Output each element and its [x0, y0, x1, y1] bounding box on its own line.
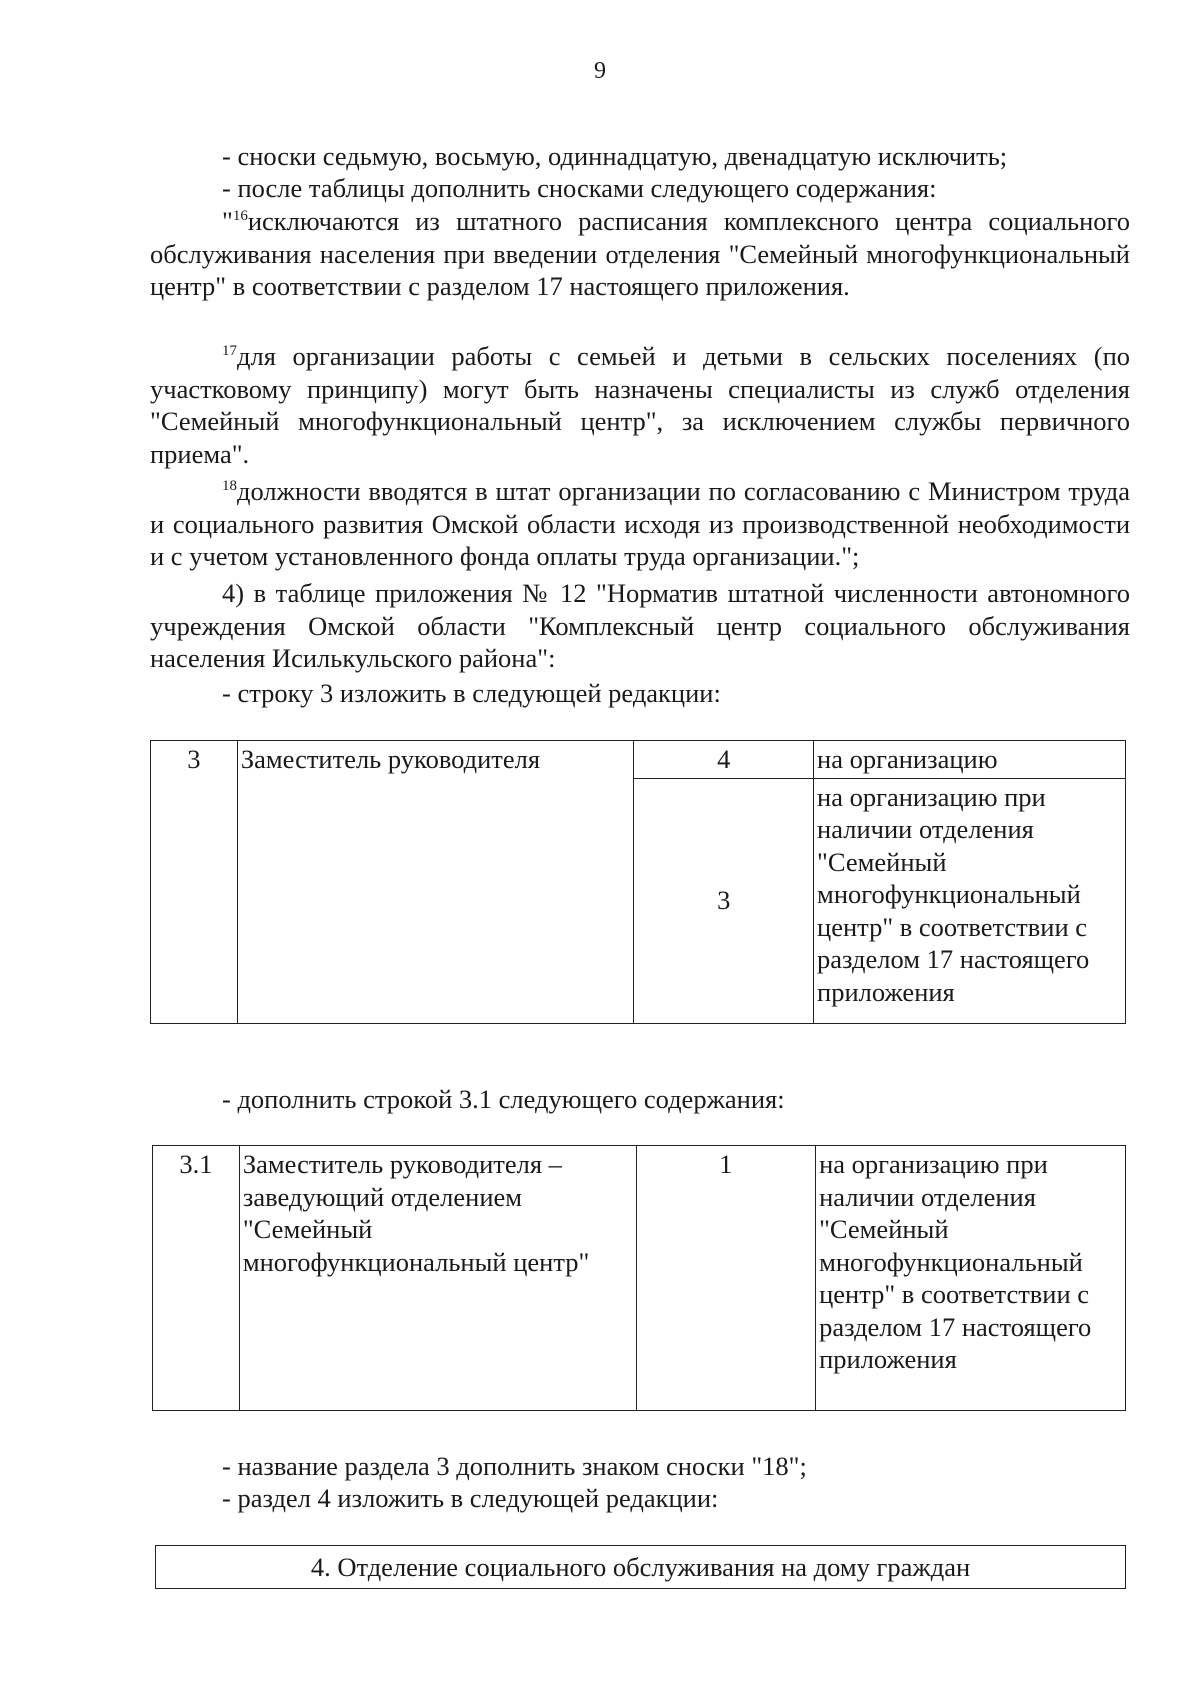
count-cell: 3	[634, 778, 814, 1023]
page-number: 9	[594, 58, 606, 84]
footnote-18-paragraph	[150, 475, 1130, 573]
count-cell: 4	[634, 741, 814, 779]
footnote-18-text: должности вводятся в штат организации по согласованию с Министром труда и социального развития Омской области исходя из производственной необходимости и с учетом установленного фонда оплаты труда организации.";	[150, 476, 1130, 571]
paragraph-remove-footnotes: - сноски седьмую, восьмую, одиннадцатую, двенадцатую исключить;	[222, 141, 1008, 171]
quote-mark: "	[222, 206, 233, 236]
footnote-16-paragraph	[150, 205, 1130, 303]
paragraph-section-4-edit: - раздел 4 изложить в следующей редакции:	[222, 1483, 719, 1513]
row-number-cell: 3.1	[153, 1146, 240, 1411]
table-row	[151, 741, 1126, 779]
count-cell: 1	[636, 1146, 816, 1411]
table-row-3	[150, 740, 1126, 1024]
footnote-17-text: для организации работы с семьей и детьми в сельских поселениях (по участковому принципу) могут быть назначены специалисты из служб отделения "Семейный многофункциональный центр", за исключением службы первичного приема".	[150, 341, 1130, 469]
row-number-cell: 3	[151, 741, 238, 1024]
section-4-title: 4. Отделение социального обслуживания на дому граждан	[155, 1545, 1126, 1589]
position-cell: Заместитель руководителя	[237, 741, 634, 1024]
footnote-17-mark: 17	[222, 343, 237, 360]
basis-cell: на организацию при наличии отделения "Семейный многофункциональный центр" в соответствии с разделом 17 настоящего приложения	[814, 778, 1126, 1023]
table-row-3-1	[152, 1145, 1126, 1411]
paragraph-appendix-12: 4) в таблице приложения № 12 "Норматив штатной численности автономного учреждения Омской области "Комплексный центр социального обслуживания населения Исилькульского района":	[150, 578, 1130, 673]
table-row	[153, 1146, 1126, 1411]
position-cell: Заместитель руководителя – заведующий отделением "Семейный многофункциональный центр"	[239, 1146, 636, 1411]
footnote-18-mark: 18	[222, 478, 237, 495]
footnote-16-text: исключаются из штатного расписания комплексного центра социального обслуживания населения при введении отделения "Семейный многофункциональный центр" в соответствии с разделом 17 настоящего приложения.	[150, 206, 1130, 301]
footnote-16-mark: 16	[232, 208, 248, 225]
paragraph-section-3-footnote: - название раздела 3 дополнить знаком сноски "18";	[222, 1451, 807, 1481]
basis-cell: на организацию при наличии отделения "Семейный многофункциональный центр" в соответствии с разделом 17 настоящего приложения	[816, 1146, 1126, 1411]
paragraph-add-row-3-1: - дополнить строкой 3.1 следующего содержания:	[222, 1084, 785, 1114]
paragraph-row-3-edit: - строку 3 изложить в следующей редакции:	[222, 678, 721, 708]
paragraph-add-footnotes: - после таблицы дополнить сносками следующего содержания:	[222, 173, 937, 203]
basis-cell: на организацию	[814, 741, 1126, 779]
footnote-17-paragraph	[150, 340, 1130, 470]
